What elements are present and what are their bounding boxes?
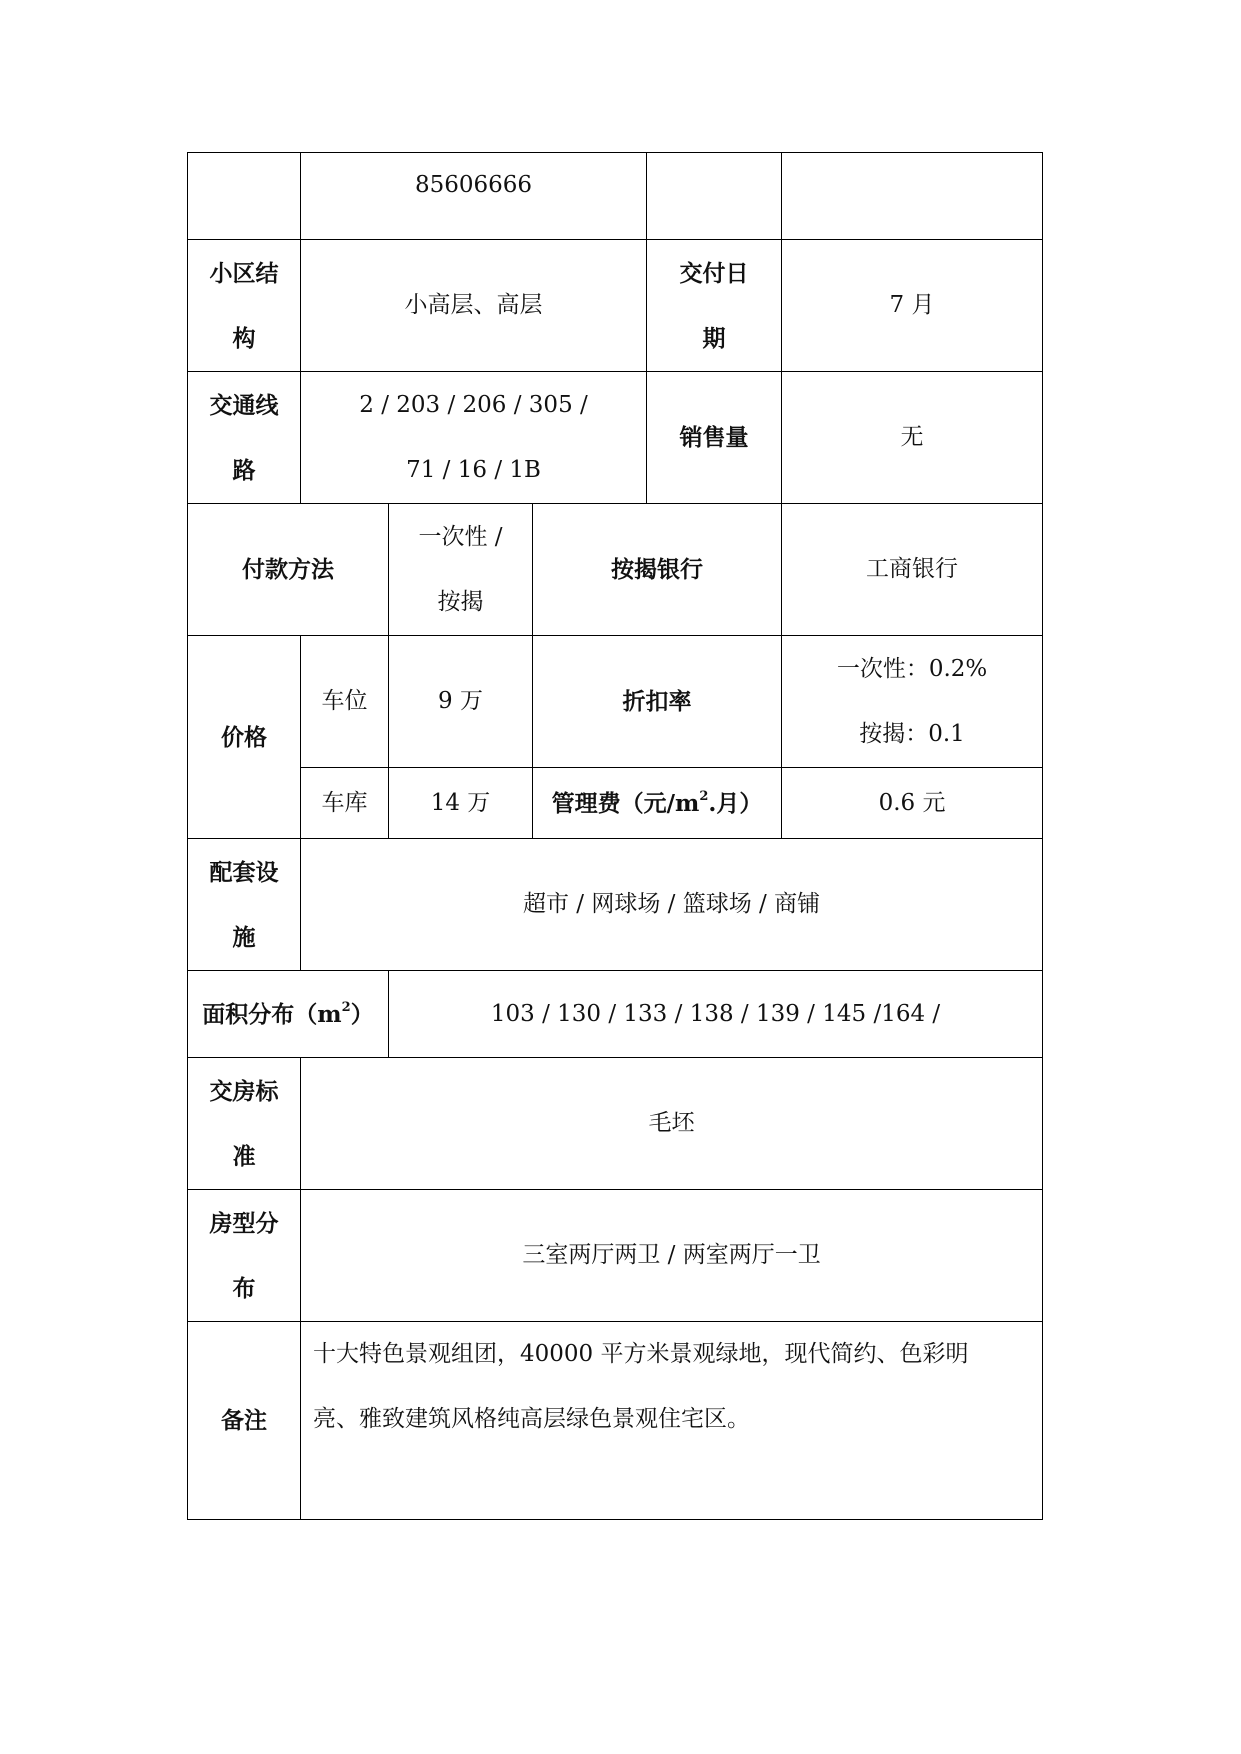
table-row-area xyxy=(188,971,1043,1058)
garage-value: 14 万 xyxy=(389,768,533,839)
remarks-value xyxy=(301,1322,1043,1520)
cell-empty xyxy=(647,153,782,240)
transit-label-line2: 路 xyxy=(232,456,256,484)
payment-label: 付款方法 xyxy=(188,504,389,636)
structure-label-line1: 小区结 xyxy=(209,259,279,287)
table-row-transit xyxy=(188,372,1043,504)
layout-value: 三室两厅两卫 / 两室两厅一卫 xyxy=(301,1190,1043,1322)
management-fee-label: 管理费（元$/m^2$.月） xyxy=(533,768,782,839)
table-row-layout xyxy=(188,1190,1043,1322)
layout-label-line2: 布 xyxy=(232,1274,256,1302)
delivery-label-line1: 交付日 xyxy=(679,259,749,287)
phone-value: 85606666 xyxy=(301,153,647,240)
handover-value: 毛坯 xyxy=(301,1058,1043,1190)
payment-value-line1: 一次性 / xyxy=(418,523,503,550)
table-row-remarks xyxy=(188,1322,1043,1520)
layout-label-line1: 房型分 xyxy=(209,1209,279,1237)
transit-value xyxy=(301,372,647,504)
payment-value-line2: 按揭 xyxy=(437,588,484,615)
garage-label: 车库 xyxy=(301,768,389,839)
delivery-value: 7 月 xyxy=(782,240,1043,372)
handover-label-line1: 交房标 xyxy=(209,1077,279,1105)
remarks-line1: 十大特色景观组团，40000 平方米景观绿地，现代简约、色彩明 xyxy=(313,1341,969,1367)
table-row-price-parking xyxy=(188,636,1043,768)
sales-label: 销售量 xyxy=(647,372,782,504)
bank-value: 工商银行 xyxy=(782,504,1043,636)
structure-label xyxy=(188,240,301,372)
price-label: 价格 xyxy=(188,636,301,839)
remarks-line2: 亮、雅致建筑风格纯高层绿色景观住宅区。 xyxy=(313,1406,750,1432)
handover-label xyxy=(188,1058,301,1190)
payment-value xyxy=(389,504,533,636)
facilities-label-line2: 施 xyxy=(232,923,256,951)
handover-label-line2: 准 xyxy=(232,1142,256,1170)
table-row-handover xyxy=(188,1058,1043,1190)
delivery-label-line2: 期 xyxy=(702,324,726,352)
transit-value-line2: 71 / 16 / 1B xyxy=(406,456,541,483)
parking-value: 9 万 xyxy=(389,636,533,768)
table-row-payment xyxy=(188,504,1043,636)
facilities-value: 超市 / 网球场 / 篮球场 / 商铺 xyxy=(301,839,1043,971)
discount-line1: 一次性：0.2% xyxy=(836,655,988,682)
area-label: 面积分布$(m^2)$ xyxy=(188,971,389,1058)
remarks-label: 备注 xyxy=(188,1322,301,1520)
transit-value-line1: 2 / 203 / 206 / 305 / xyxy=(359,391,588,418)
bank-label: 按揭银行 xyxy=(533,504,782,636)
table-row-structure xyxy=(188,240,1043,372)
structure-value: 小高层、高层 xyxy=(301,240,647,372)
cell-empty xyxy=(782,153,1043,240)
transit-label-line1: 交通线 xyxy=(209,391,279,419)
transit-label xyxy=(188,372,301,504)
sales-value: 无 xyxy=(782,372,1043,504)
table-row-price-garage xyxy=(188,768,1043,839)
cell-empty xyxy=(188,153,301,240)
property-info-table xyxy=(187,152,1043,1520)
parking-label: 车位 xyxy=(301,636,389,768)
facilities-label xyxy=(188,839,301,971)
area-value: 103 / 130 / 133 / 138 / 139 / 145 /164 / xyxy=(389,971,1043,1058)
table-row-phone xyxy=(188,153,1043,240)
structure-label-line2: 构 xyxy=(232,324,256,352)
discount-label: 折扣率 xyxy=(533,636,782,768)
discount-value xyxy=(782,636,1043,768)
discount-line2: 按揭：0.1 xyxy=(859,720,965,747)
table-row-facilities xyxy=(188,839,1043,971)
management-fee-value: 0.6 元 xyxy=(782,768,1043,839)
layout-label xyxy=(188,1190,301,1322)
facilities-label-line1: 配套设 xyxy=(209,858,279,886)
delivery-label xyxy=(647,240,782,372)
